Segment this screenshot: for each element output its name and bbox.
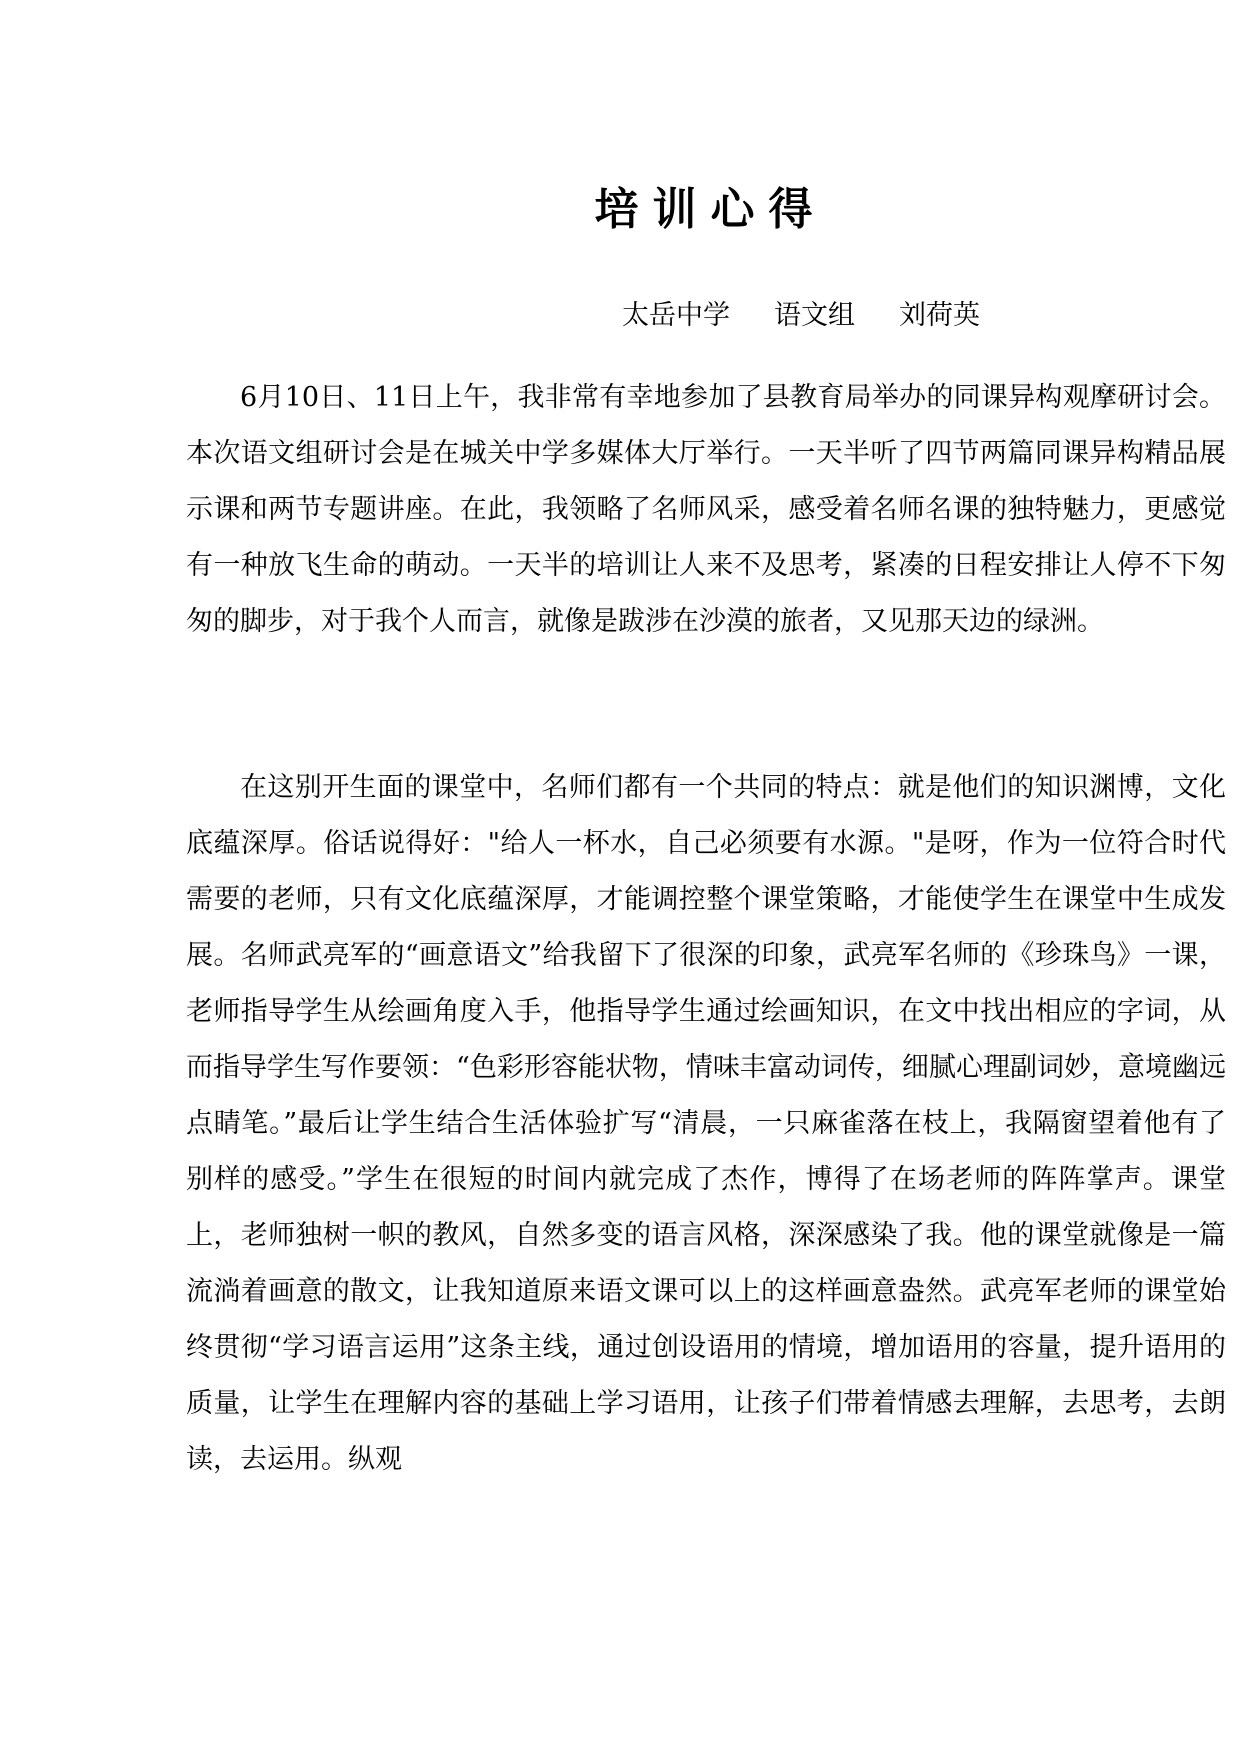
body-paragraph-2: 在这别开生面的课堂中，名师们都有一个共同的特点：就是他们的知识渊博，文化底蕴深厚。俗话说得好："给人一杯水，自己必须要有水源。"是呀，作为一位符合时代需要的老师，只有文化底蕴深厚，才能调控整个课堂策略，才能使学生在课堂中生成发展。名师武亮军的“画意语文”给我留下了很深的印象，武亮军名师的《珍珠鸟》一课，老师指导学生从绘画角度入手，他指导学生通过绘画知识，在文中找出相应的字词，从而指导学生写作要领：“色彩形容能状物，情味丰富动词传，细腻心理副词妙，意境幽远点睛笔。”最后让学生结合生活体验扩写“清晨，一只麻雀落在枝上，我隔窗望着他有了别样的感受。”学生在很短的时间内就完成了杰作，博得了在场老师的阵阵掌声。课堂上，老师独树一帜的教风，自然多变的语言风格，深深感染了我。他的课堂就像是一篇流淌着画意的散文，让我知道原来语文课可以上的这样画意盎然。武亮军老师的课堂始终贯彻“学习语言运用”这条主线，通过创设语用的情境，增加语用的容量，提升语用的质量，让学生在理解内容的基础上学习语用，让孩子们带着情感去理解，去思考，去朗读，去运用。纵观 [186, 772, 1226, 1475]
author-line [622, 296, 980, 336]
author-group: 语文组 [774, 300, 855, 331]
body-paragraph-1: 6月10日、11日上午，我非常有幸地参加了县教育局举办的同课异构观摩研讨会。本次语文组研讨会是在城关中学多媒体大厅举行。一天半听了四节两篇同课异构精品展示课和两节专题讲座。在此，我领略了名师风采，感受着名师名课的独特魅力，更感觉有一种放飞生命的萌动。一天半的培训让人来不及思考，紧凑的日程安排让人停不下匆匆的脚步，对于我个人而言，就像是跋涉在沙漠的旅者，又见那天边的绿洲。 [186, 382, 1226, 637]
author-school: 太岳中学 [622, 300, 730, 331]
document-title: 培训心得 [594, 184, 827, 235]
author-name: 刘荷英 [899, 300, 980, 331]
